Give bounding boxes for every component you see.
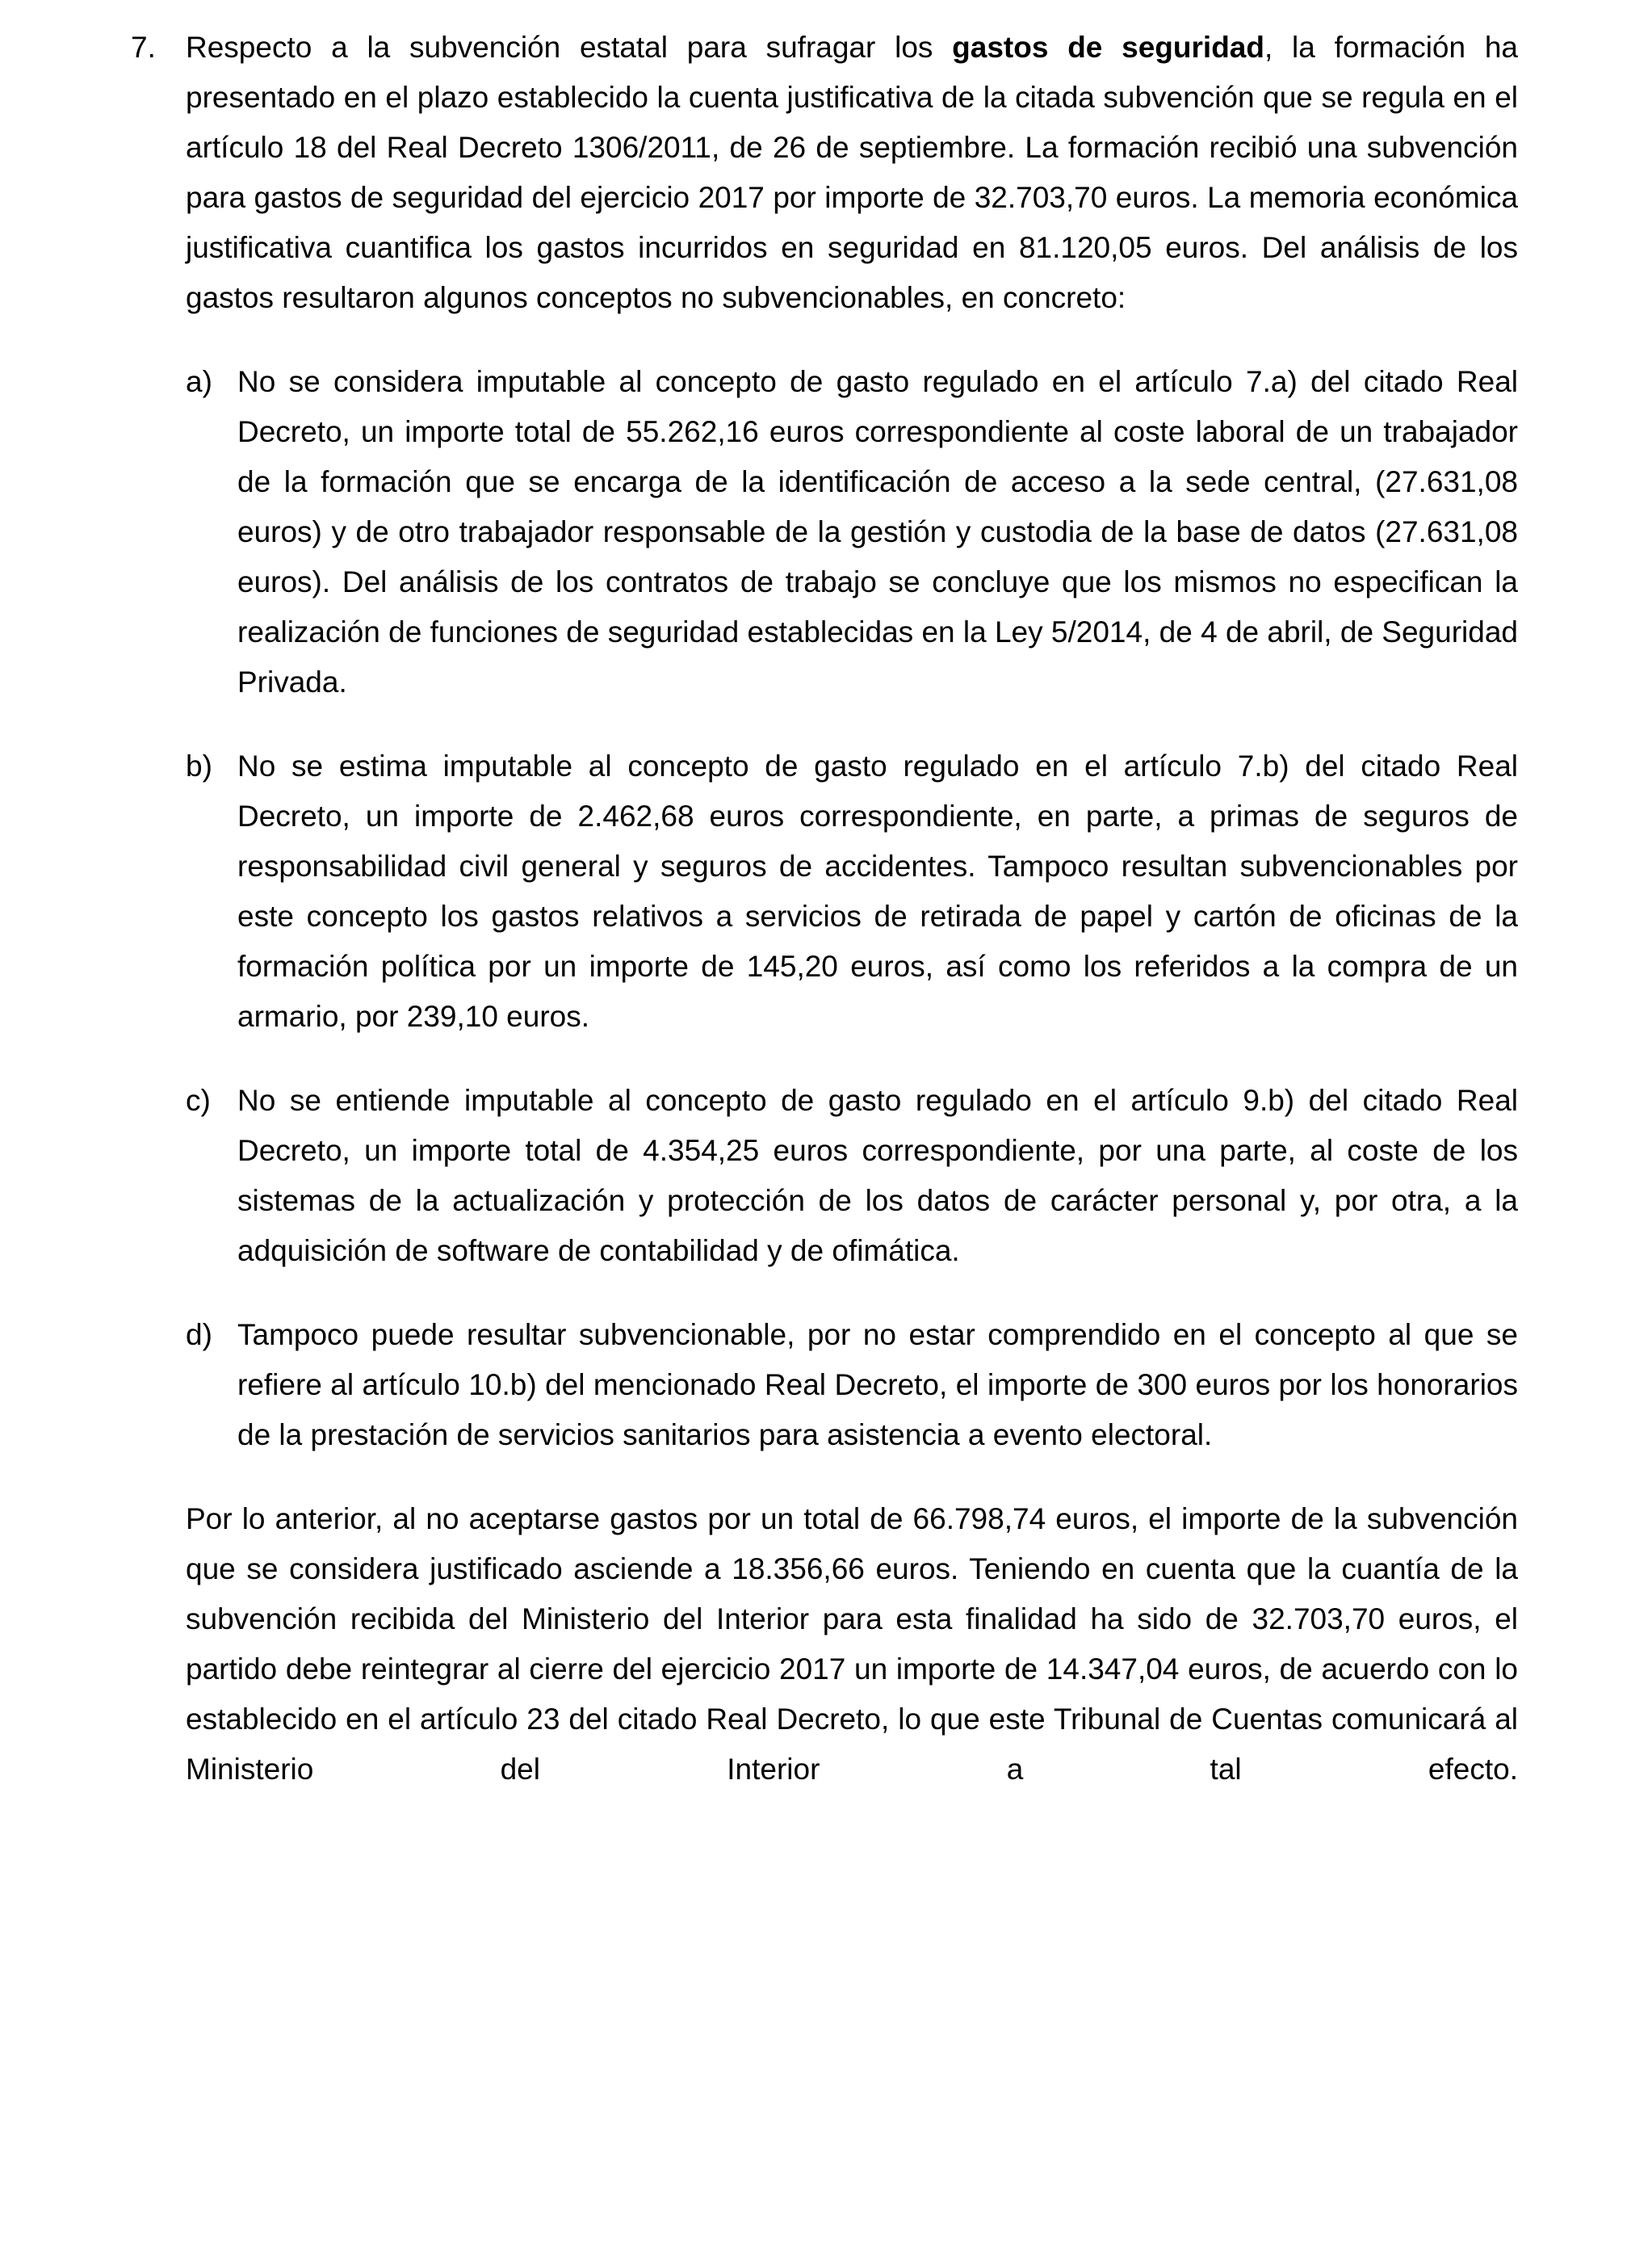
- sub-item-letter: c): [186, 1084, 211, 1117]
- sub-item-d: [186, 1310, 1518, 1460]
- sub-item-text: Tampoco puede resultar subvencionable, por no estar comprendido en el concepto al que se refiere al artículo 10.b) del mencionado Real Decreto, el importe de 300 euros por los honorarios de la prestación de servicios sanitarios para asistencia a evento electoral.: [237, 1318, 1518, 1451]
- sub-item-a: [186, 357, 1518, 707]
- section-intro: [186, 23, 1518, 323]
- section-number: 7.: [131, 31, 156, 64]
- numbered-section: [131, 23, 1518, 1795]
- sub-item-text: No se considera imputable al concepto de gasto regulado en el artículo 7.a) del citado Real Decreto, un importe total de 55.262,16 euros correspondiente al coste laboral de un trabajador de la formación que se encarga de la identificación de acceso a la sede central, (27.631,08 euros) y de otro trabajador responsable de la gestión y custodia de la base de datos (27.631,08 euros). Del análisis de los contratos de trabajo se concluye que los mismos no especifican la realización de funciones de seguridad establecidas en la Ley 5/2014, de 4 de abril, de Seguridad Privada.: [237, 365, 1518, 699]
- intro-text-end: , la formación ha presentado en el plazo establecido la cuenta justificativa de la citada subvención que se regula en el artículo 18 del Real Decreto 1306/2011, de 26 de septiembre. La formación recibió una subvención para gastos de seguridad del ejercicio 2017 por importe de 32.703,70 euros. La memoria económica justificativa cuantifica los gastos incurridos en seguridad en 81.120,05 euros. Del análisis de los gastos resultaron algunos conceptos no subvencionables, en concreto:: [186, 31, 1518, 314]
- intro-text-start: Respecto a la subvención estatal para sufragar los: [186, 31, 953, 64]
- sub-item-b: [186, 741, 1518, 1042]
- sub-item-list: [186, 357, 1518, 1460]
- conclusion-paragraph: Por lo anterior, al no aceptarse gastos por un total de 66.798,74 euros, el importe de la subvención que se considera justificado asciende a 18.356,66 euros. Teniendo en cuenta que la cuantía de la subvención recibida del Ministerio del Interior para esta finalidad ha sido de 32.703,70 euros, el partido debe reintegrar al cierre del ejercicio 2017 un importe de 14.347,04 euros, de acuerdo con lo establecido en el artículo 23 del citado Real Decreto, lo que este Tribunal de Cuentas comunicará al Ministerio del Interior a tal efecto.: [186, 1502, 1518, 1786]
- intro-bold-term: gastos de seguridad: [952, 31, 1264, 64]
- sub-item-text: No se estima imputable al concepto de gasto regulado en el artículo 7.b) del citado Real Decreto, un importe de 2.462,68 euros correspondiente, en parte, a primas de seguros de responsabilidad civil general y seguros de accidentes. Tampoco resultan subvencionables por este concepto los gastos relativos a servicios de retirada de papel y cartón de oficinas de la formación política por un importe de 145,20 euros, así como los referidos a la compra de un armario, por 239,10 euros.: [237, 749, 1518, 1033]
- sub-item-c: [186, 1076, 1518, 1276]
- sub-item-letter: b): [186, 749, 212, 783]
- sub-item-text: No se entiende imputable al concepto de gasto regulado en el artículo 9.b) del citado Real Decreto, un importe total de 4.354,25 euros correspondiente, por una parte, al coste de los sistemas de la actualización y protección de los datos de carácter personal y, por otra, a la adquisición de software de contabilidad y de ofimática.: [237, 1084, 1518, 1267]
- sub-item-letter: d): [186, 1318, 212, 1351]
- sub-item-letter: a): [186, 365, 212, 398]
- section-body: [186, 23, 1518, 1795]
